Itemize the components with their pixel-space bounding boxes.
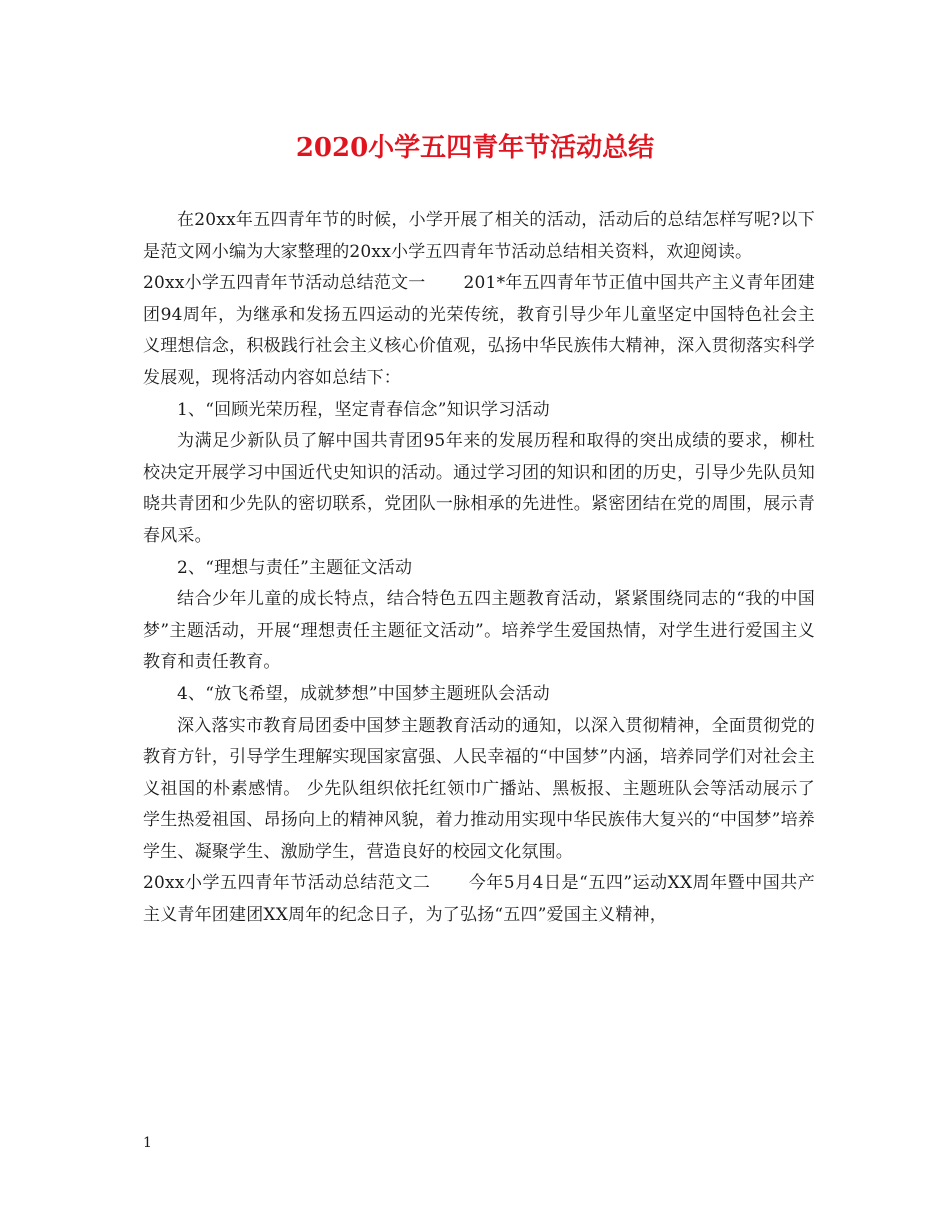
sample-two-text: 今年5月4日是“五四”运动XX周年暨中国共产主义青年团建团XX周年的纪念日子，为了弘扬“五四”爱国主义精神，	[143, 873, 816, 926]
sample-one-text: 201*年五四青年节正值中国共产主义青年团建团94周年，为继承和发扬五四运动的光荣传统，教育引导少年儿童坚定中国特色社会主义理想信念，积极践行社会主义核心价值观，弘扬中华民族伟大精神，深入贯彻落实科学发展观，现将活动内容如总结下：	[143, 273, 815, 388]
paragraph-item-4-body: 深入落实市教育局团委中国梦主题教育活动的通知，以深入贯彻精神，全面贯彻党的教育方针，引导学生理解实现国家富强、人民幸福的“中国梦”内涵，培养同学们对社会主义祖国的朴素感情。 少先队组织依托红领巾广播站、黑板报、主题班队会等活动展示了学生热爱祖国、昂扬向上的精神风貌，着力推动用实现中华民族伟大复兴的“中国梦”培养学生、凝聚学生、激励学生，营造良好的校园文化氛围。	[143, 715, 815, 862]
paragraph-item-4-heading: 4、“放飞希望，成就梦想”中国梦主题班队会活动	[177, 683, 550, 704]
document-title: 2020小学五四青年节活动总结	[295, 133, 655, 163]
page-number: 1	[143, 1135, 152, 1151]
document-body	[143, 205, 815, 932]
sample-one-heading: 20xx小学五四青年节活动总结范文一	[143, 273, 426, 294]
paragraph-item-2-heading: 2、“理想与责任”主题征文活动	[177, 557, 413, 578]
paragraph-intro: 在20xx年五四青年节的时候，小学开展了相关的活动，活动后的总结怎样写呢?以下是范文网小编为大家整理的20xx小学五四青年节活动总结相关资料，欢迎阅读。	[143, 210, 815, 262]
sample-two-heading: 20xx小学五四青年节活动总结范文二	[143, 873, 431, 894]
paragraph-sample-one	[143, 268, 815, 394]
paragraph-item-2-body: 结合少年儿童的成长特点，结合特色五四主题教育活动，紧紧围绕同志的“我的中国梦”主题活动，开展“理想责任主题征文活动”。培养学生爱国热情，对学生进行爱国主义教育和责任教育。	[143, 589, 815, 673]
paragraph-item-1-body: 为满足少新队员了解中国共青团95年来的发展历程和取得的突出成绩的要求，柳杜校决定开展学习中国近代史知识的活动。通过学习团的知识和团的历史，引导少先队员知晓共青团和少先队的密切联系，党团队一脉相承的先进性。紧密团结在党的周围，展示青春风采。	[143, 431, 815, 546]
paragraph-item-1-heading: 1、“回顾光荣历程，坚定青春信念”知识学习活动	[177, 399, 550, 420]
paragraph-sample-two	[143, 868, 815, 931]
